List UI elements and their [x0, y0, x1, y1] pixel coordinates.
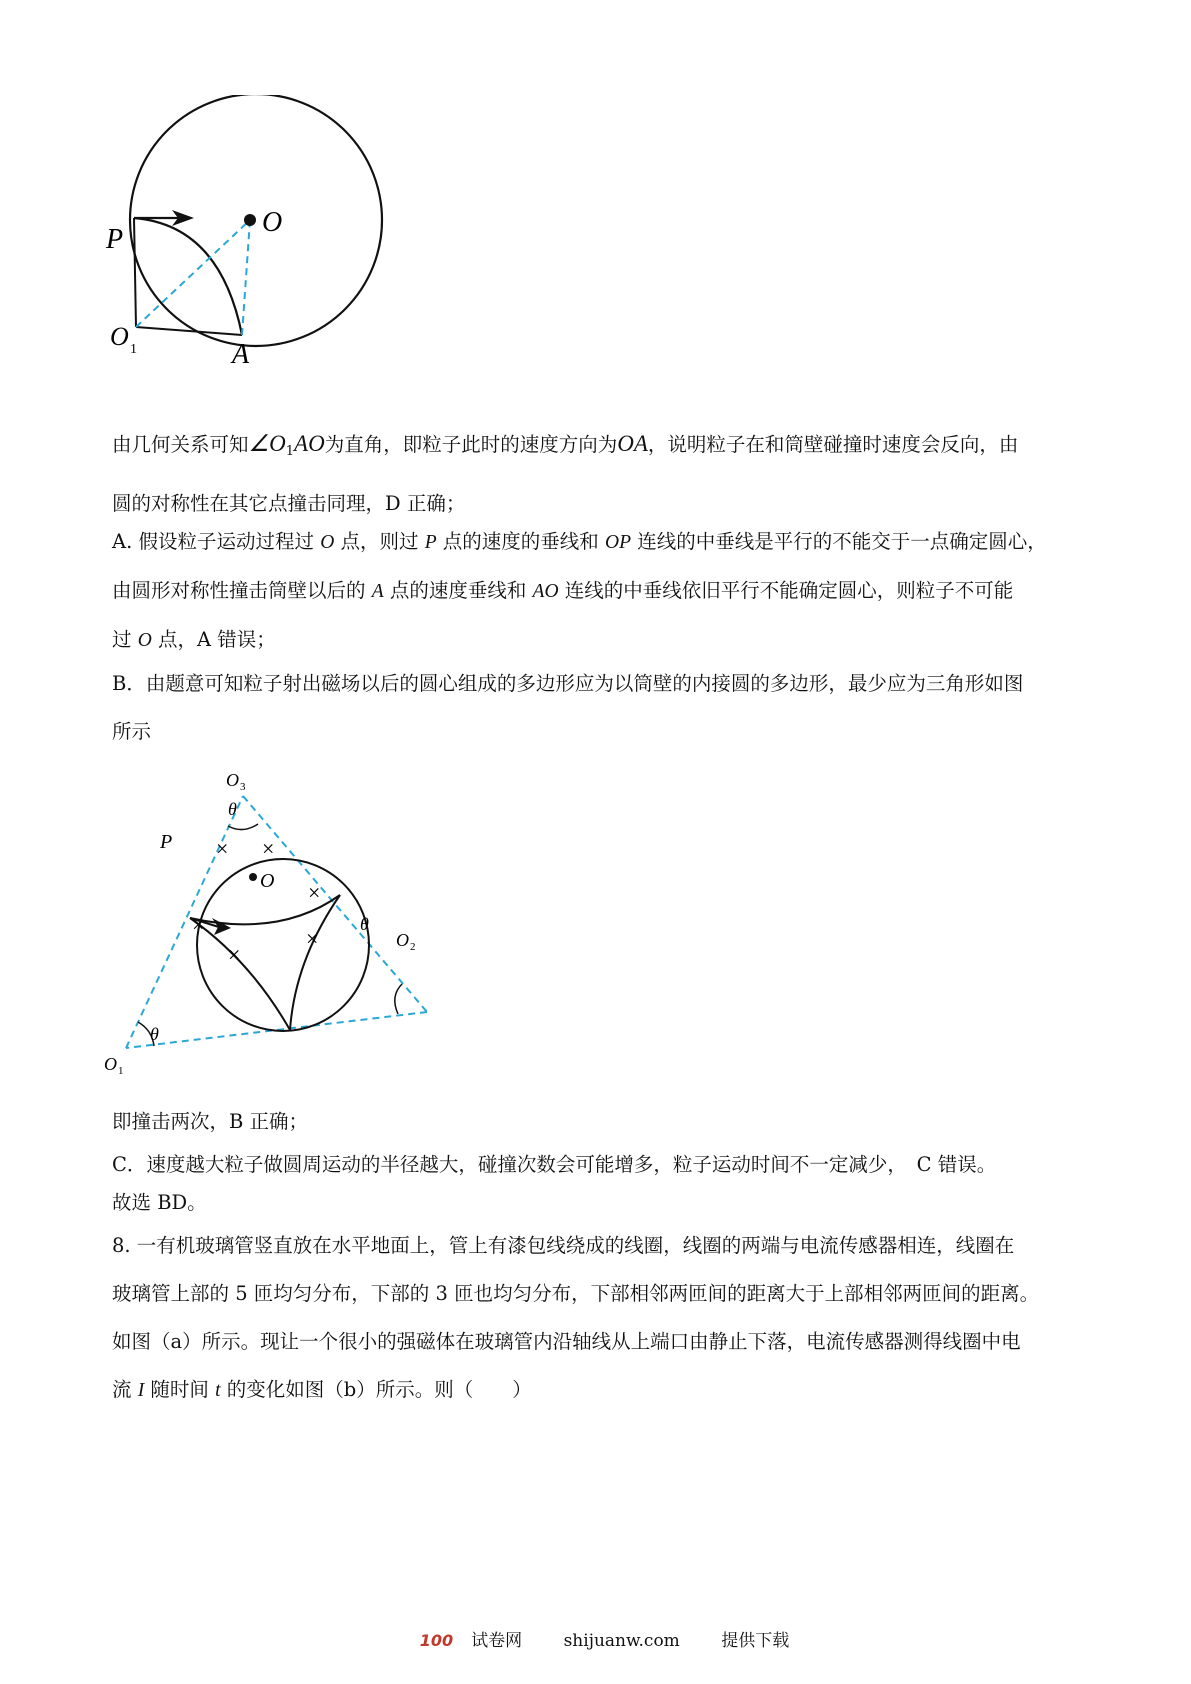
- page-footer: [0, 1626, 1191, 1651]
- option-b-conclusion: 即撞击两次，B 正确；: [112, 1110, 309, 1133]
- radius-o1-a: [136, 327, 242, 335]
- label-o2: O: [396, 930, 409, 950]
- field-cross: ×: [228, 942, 241, 967]
- theta-arc-o3: [228, 824, 258, 830]
- theta-o1: θ: [150, 1024, 159, 1044]
- center-dot: [244, 214, 256, 226]
- label-o: O: [260, 870, 275, 892]
- trajectory-arc-2: [290, 895, 340, 1030]
- theta-arc-o2: [395, 984, 402, 1014]
- footer-download: 提供下载: [721, 1631, 790, 1651]
- label-a: A: [232, 339, 250, 370]
- question-8: 8. 一有机玻璃管竖直放在水平地面上，管上有漆包线绕成的线圈，线圈的两端与电流传感器相连，线圈在 玻璃管上部的 5 匝均匀分布，下部的 3 匝也均匀分布，下部相邻两匝间的距离大于上部相邻两匝间的距离。 如图（a）所示。现让一个很小的强磁体在玻璃管内沿轴线从上端口由静止下落，电流传感器测得线圈中电 流 I 随时间 t 的变化如图（b）所示。则（ ）: [112, 1234, 1040, 1401]
- answer-choice: 故选 BD。: [112, 1191, 207, 1214]
- field-cross: ×: [216, 836, 229, 861]
- label-o1: O: [110, 322, 129, 351]
- label-o2-sub: 2: [410, 941, 416, 953]
- radius-p-o1: [134, 218, 136, 327]
- explanation-paragraph-1: 由几何关系可知$\angle O_1AO$为直角，即粒子此时的速度方向为OA，说明粒子在和筒壁碰撞时速度会反向，由 圆的对称性在其它点撞击同理，D 正确；: [112, 431, 1019, 515]
- dashed-a-o: [242, 220, 250, 335]
- label-o3: O: [226, 770, 239, 790]
- label-o3-sub: 3: [240, 781, 246, 793]
- field-cross: ×: [308, 880, 321, 905]
- trajectory-arc: [134, 218, 242, 335]
- theta-o3: θ: [228, 799, 237, 819]
- field-cross: ×: [262, 836, 275, 861]
- label-o: O: [262, 207, 283, 238]
- figure-triangle-trajectory: [100, 760, 460, 1090]
- explanation-option-b: B．由题意可知粒子射出磁场以后的圆心组成的多边形应为以筒壁的内接圆的多边形，最少应为三角形如图 所示: [112, 672, 1024, 743]
- field-cross: ×: [192, 912, 205, 937]
- footer-domain[interactable]: shijuanw.com: [563, 1631, 680, 1651]
- label-o1-sub: 1: [130, 342, 137, 357]
- label-p: P: [106, 224, 124, 255]
- trajectory-arc-3: [190, 918, 290, 1030]
- label-o1-sub: 1: [118, 1065, 124, 1077]
- field-cross: ×: [306, 926, 319, 951]
- label-o1: O: [104, 1054, 117, 1074]
- figure-circle-trajectory: [100, 95, 420, 405]
- explanation-rest: [112, 1098, 1092, 1222]
- explanation-option-a: A. 假设粒子运动过程过 O 点，则过 P 点的速度的垂线和 OP 连线的中垂线是平行的不能交于一点确定圆心， 由圆形对称性撞击筒壁以后的 A 点的速度垂线和 AO 连线的中垂线依旧平行不能确定圆心，则粒子不可能 过 O 点，A 错误；: [112, 530, 1047, 651]
- tube-circle: [130, 95, 382, 346]
- center-dot: [249, 873, 257, 881]
- footer-site[interactable]: 100 试卷网: [419, 1631, 523, 1651]
- theta-o2: θ: [360, 914, 369, 934]
- label-p: P: [160, 831, 173, 853]
- dashed-o1-o: [136, 220, 250, 327]
- option-c-explanation: C．速度越大粒子做圆周运动的半径越大，碰撞次数会可能增多，粒子运动时间不一定减少， C 错误。: [112, 1153, 997, 1176]
- site-logo: 100: [419, 1631, 454, 1650]
